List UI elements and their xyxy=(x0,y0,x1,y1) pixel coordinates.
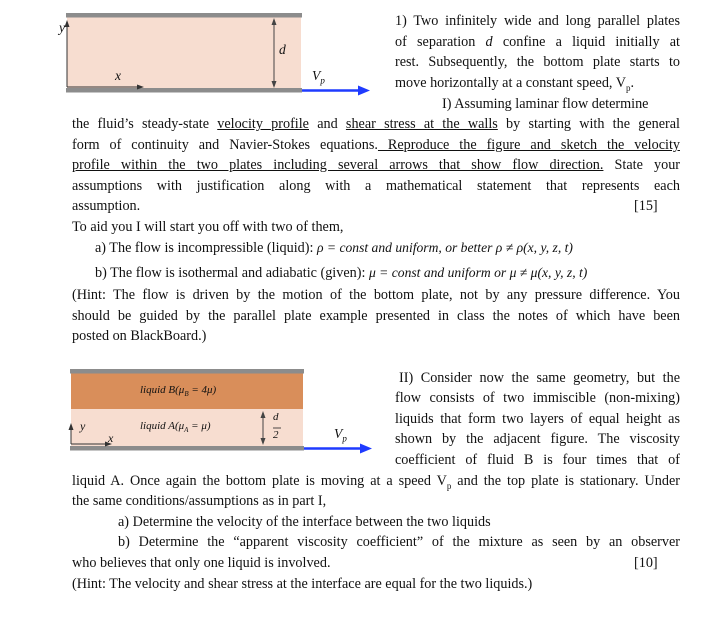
p2-line1: II) Consider now the same geometry, but the xyxy=(399,370,680,386)
p1-marks: [15] xyxy=(634,198,658,214)
fraction-denominator: 2 xyxy=(273,429,279,441)
p1-hint-line1: (Hint: The flow is driven by the motion of the bottom plate, not by any pressure difference. You xyxy=(72,287,680,303)
p2-question-a: a) Determine the velocity of the interface between the two liquids xyxy=(118,514,491,530)
p1-line10: assumption. xyxy=(72,198,141,214)
p2-line3: liquids that form two layers of equal height as xyxy=(395,411,680,427)
p2-hint: (Hint: The velocity and shear stress at the interface are equal for the two liquids.) xyxy=(72,576,533,592)
liquid-b-label: liquid $B(\mu_B = 4\mu)$ xyxy=(140,384,217,399)
p1-line9: assumptions with justification along with a mathematical statement that represents each xyxy=(72,178,680,194)
figure-1-x-label: x xyxy=(115,68,122,83)
p2-line2: flow consists of two immiscible (non-mixing) xyxy=(395,390,680,406)
p2-line6: liquid A. Once again the bottom plate is moving at a speed $V_p$ and the top plate is stationary. Under xyxy=(72,473,680,491)
p1-line7: form of continuity and Navier-Stokes equations. Reproduce the figure and sketch the velocity xyxy=(72,137,680,153)
p1-line8: profile within the two plates including several arrows that show flow direction. State your xyxy=(72,157,681,173)
figure-1-y-label: y xyxy=(59,20,66,35)
p2-question-b: b) Determine the “apparent viscosity coefficient” of the mixture as seen by an observer xyxy=(118,534,680,550)
liquid-a-label: liquid $A(\mu_A = \mu)$ xyxy=(140,420,211,435)
figure-1-vp-label: $V_p$ xyxy=(312,68,325,86)
p2-line10: who believes that only one liquid is involved. xyxy=(72,555,331,571)
p1-assumption-b: b) The flow is isothermal and adiabatic (given): μ = const and uniform or μ ≠ μ(x, y, z, t) xyxy=(95,265,588,281)
bottom-plate-2 xyxy=(70,446,304,451)
figure-2-y-label: y xyxy=(80,419,86,433)
p1-assumption-a: a) The flow is incompressible (liquid): ρ = const and uniform, or better ρ ≠ ρ(x, y, z, t) xyxy=(95,240,573,256)
p1-line4: move horizontally at a constant speed, $V_p$. xyxy=(395,75,635,93)
p2-marks: [10] xyxy=(634,555,658,571)
top-plate-2 xyxy=(70,369,304,374)
p1-line2: of separation d confine a liquid initially at xyxy=(395,34,680,50)
p1-line6: the fluid’s steady-state velocity profile and shear stress at the walls by starting with the general xyxy=(72,116,680,132)
p2-line5: coefficient of fluid B is four times that of xyxy=(395,452,680,468)
p1-hint-line2: should be guided by the parallel plate example presented in class the notes of which have been xyxy=(72,308,680,324)
p1-line5: I) Assuming laminar flow determine xyxy=(442,96,649,112)
plate-velocity-arrowhead-2 xyxy=(360,444,372,454)
figure-2-x-label: x xyxy=(108,431,114,445)
figure-2-vp-label: $V_p$ xyxy=(334,426,347,444)
p1-hint-line3: posted on BlackBoard.) xyxy=(72,328,207,344)
p1-line11: To aid you I will start you off with two of them, xyxy=(72,219,344,235)
p2-line7: the same conditions/assumptions as in part I, xyxy=(72,493,327,509)
p1-line3: rest. Subsequently, the bottom plate starts to xyxy=(395,54,680,70)
fraction-numerator: d xyxy=(273,411,279,423)
figure-1-d-label: d xyxy=(279,42,286,57)
p2-line4: shown by the adjacent figure. The viscosity xyxy=(395,431,680,447)
p1-line1: 1) Two infinitely wide and long parallel plates xyxy=(395,13,680,29)
